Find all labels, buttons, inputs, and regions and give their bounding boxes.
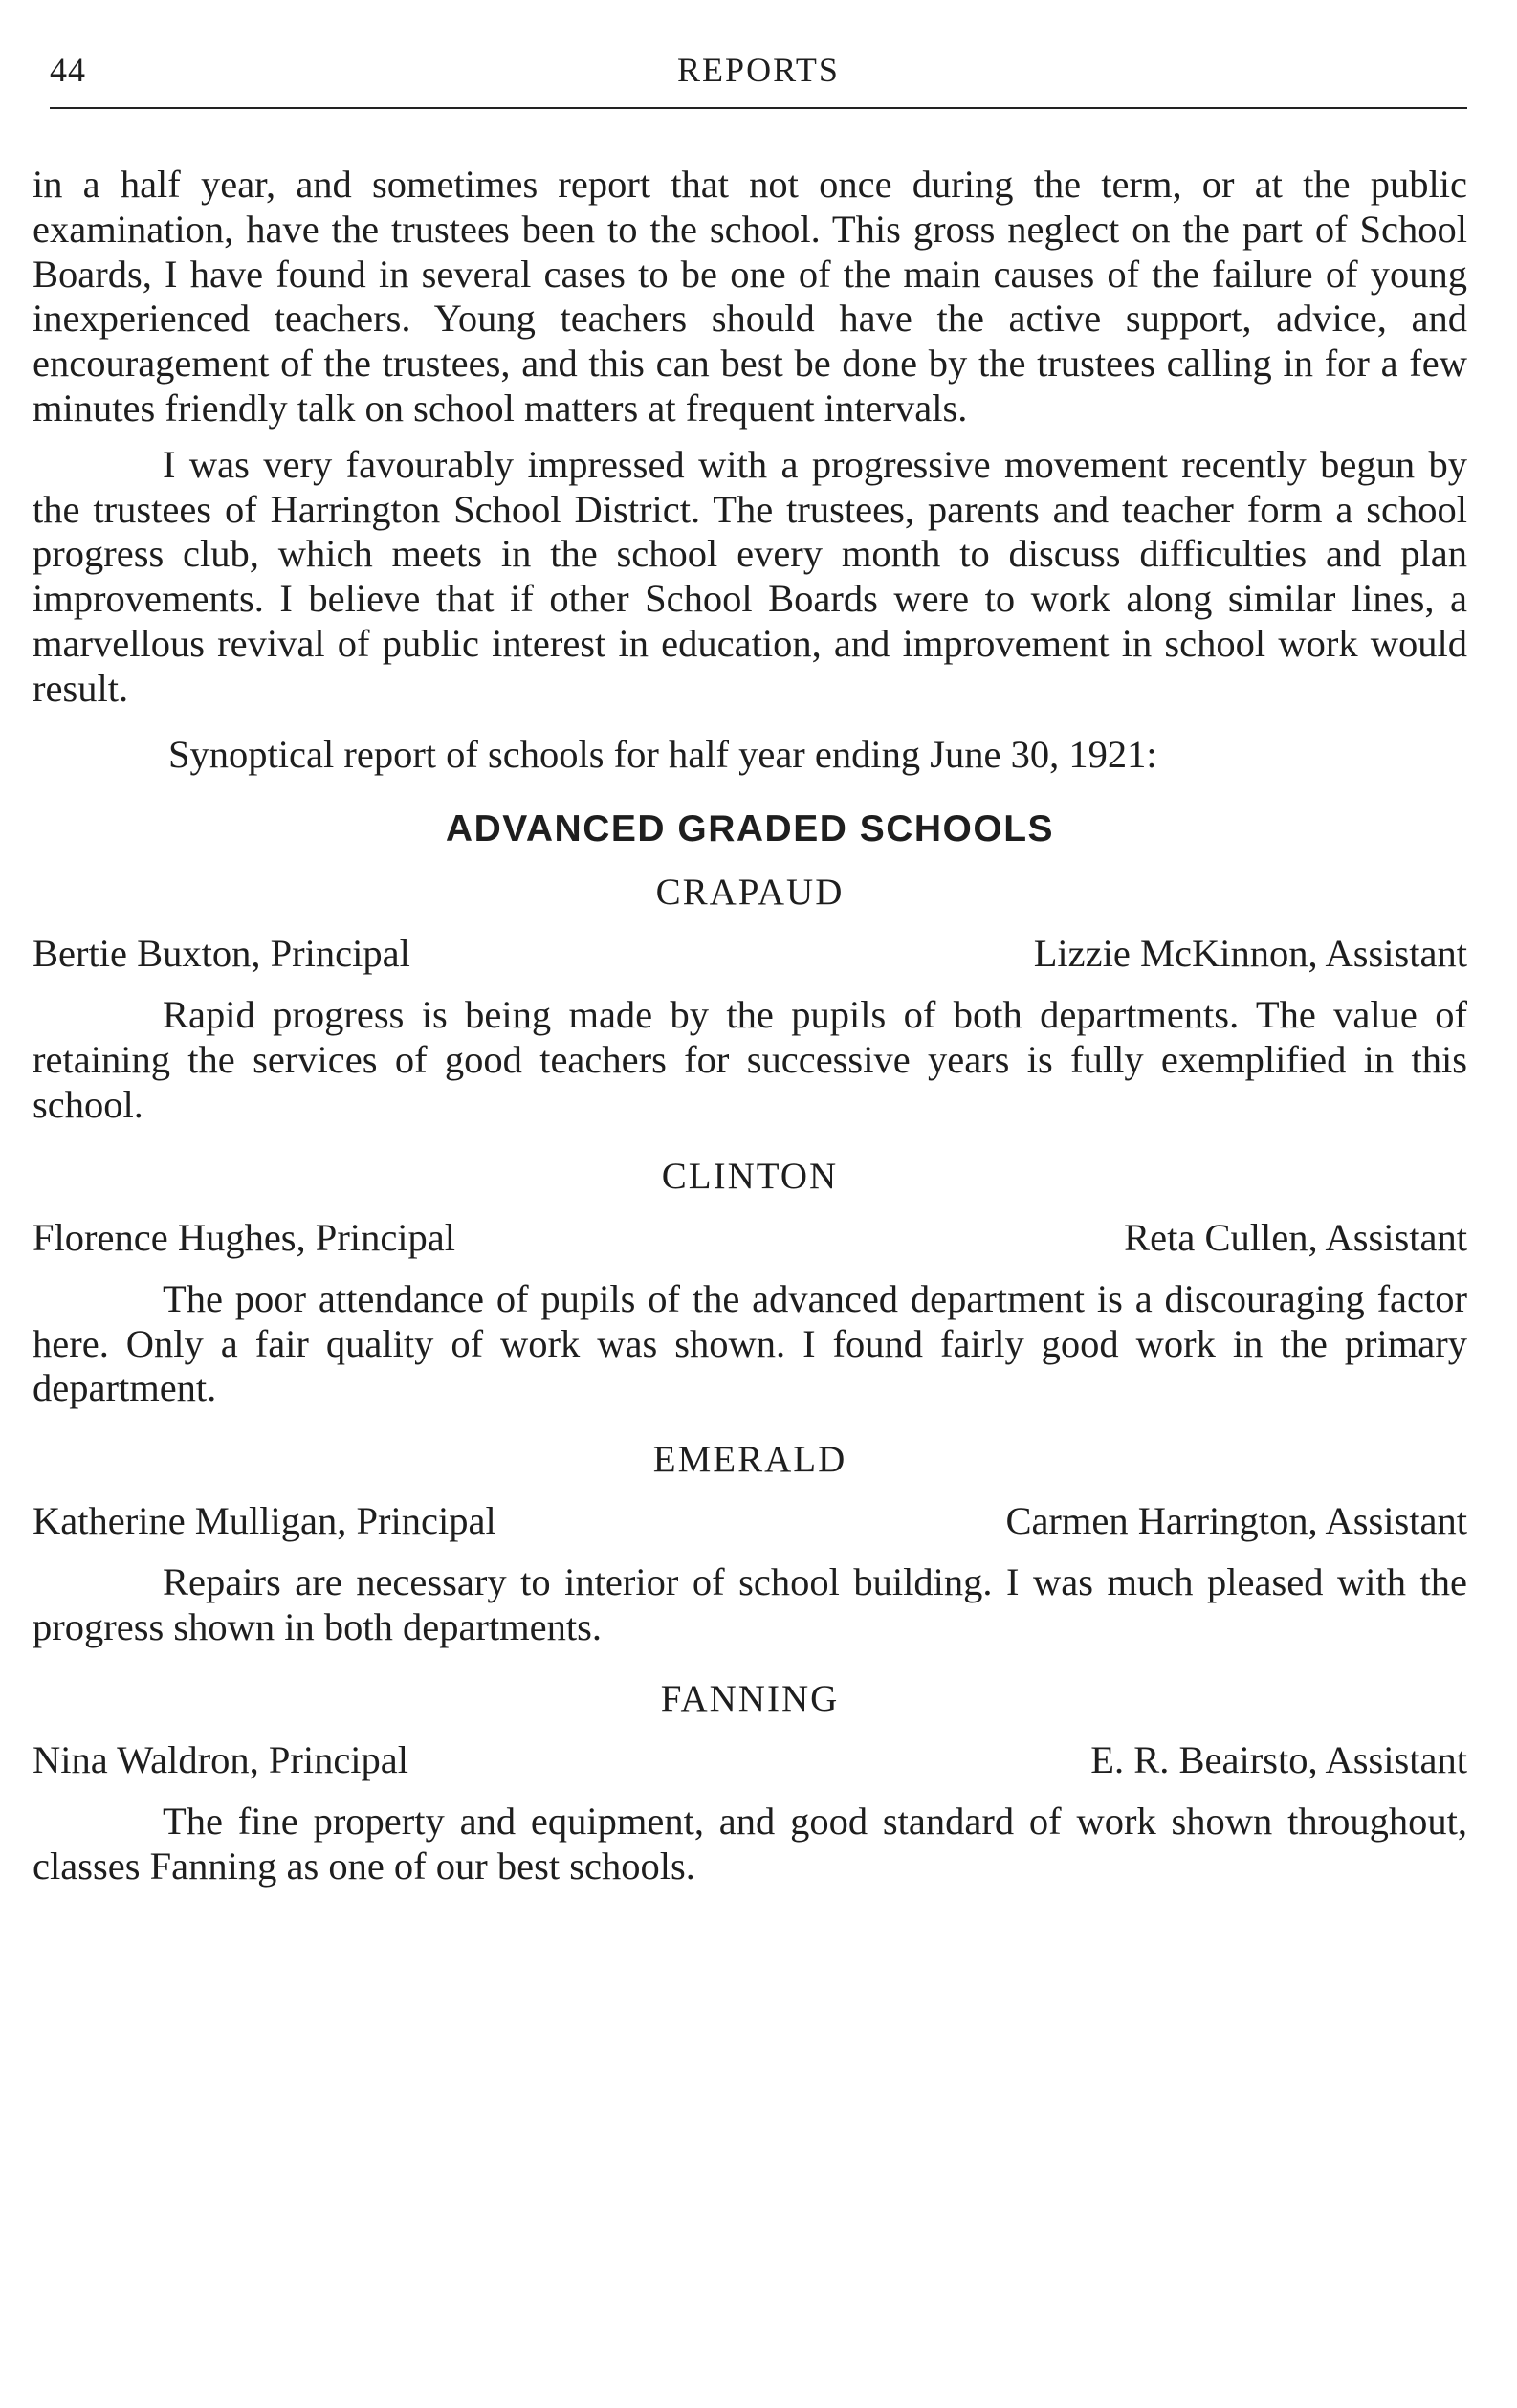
assistant-name: Lizzie McKinnon, Assistant [1033, 932, 1467, 976]
school-name: CLINTON [661, 1155, 839, 1197]
assistant-name: Carmen Harrington, Assistant [1005, 1499, 1467, 1543]
principal-name: Florence Hughes, Principal [33, 1215, 456, 1259]
school-entry-clinton [33, 1155, 1467, 1411]
school-entry-crapaud [33, 871, 1467, 1127]
staff-row [33, 1216, 1467, 1260]
school-name: FANNING [660, 1677, 840, 1719]
school-report: Rapid progress is being made by the pupils of both departments. The value of retaining the services of good teachers for successive years is fully exemplified in this school. [33, 993, 1467, 1126]
assistant-name: Reta Cullen, Assistant [1124, 1215, 1467, 1259]
paragraph-harrington: I was very favourably impressed with a progressive movement recently begun by the trustees of Harrington School District. The trustees, parents and teacher form a school progress club, which meets in the school every month to discuss difficulties and plan improvements. I believe that if other School Boards were to work along similar lines, a marvellous revival of public interest in education, and improvement in school work would result. [33, 442, 1467, 710]
school-report: The fine property and equipment, and good standard of work shown throughout, classes Fanning as one of our best schools. [33, 1799, 1467, 1888]
paragraph-continuation: in a half year, and sometimes report that not once during the term, or at the public examination, have the trustees been to the school. This gross neglect on the part of School Boards, I have found in several cases to be one of the main causes of the failure of young inexperienced teachers. Young teachers should have the active support, advice, and encouragement of the trustees, and this can best be done by the trustees calling in for a few minutes friendly talk on school matters at frequent intervals. [33, 163, 1467, 430]
school-name: EMERALD [652, 1439, 847, 1481]
principal-name: Bertie Buxton, Principal [33, 932, 410, 976]
staff-row [33, 932, 1467, 976]
running-head: REPORTS [677, 51, 840, 89]
header-rule [50, 107, 1467, 109]
school-entry-fanning [33, 1677, 1467, 1889]
synopsis-line: Synoptical report of schools for half year ending June 30, 1921: [168, 732, 1157, 776]
principal-name: Katherine Mulligan, Principal [33, 1499, 496, 1543]
page-header [50, 46, 1467, 99]
staff-row [33, 1499, 1467, 1543]
section-title: ADVANCED GRADED SCHOOLS [445, 808, 1055, 851]
staff-row [33, 1738, 1467, 1782]
school-report: Repairs are necessary to interior of school building. I was much pleased with the progress shown in both departments. [33, 1560, 1467, 1648]
page-body [33, 163, 1467, 1889]
page-number: 44 [50, 51, 86, 89]
school-report: The poor attendance of pupils of the advanced department is a discouraging factor here. Only a fair quality of work was shown. I found fairly good work in the primary department. [33, 1276, 1467, 1410]
school-name: CRAPAUD [655, 872, 845, 914]
principal-name: Nina Waldron, Principal [33, 1737, 409, 1781]
school-entry-emerald [33, 1438, 1467, 1650]
assistant-name: E. R. Beairsto, Assistant [1090, 1737, 1467, 1781]
